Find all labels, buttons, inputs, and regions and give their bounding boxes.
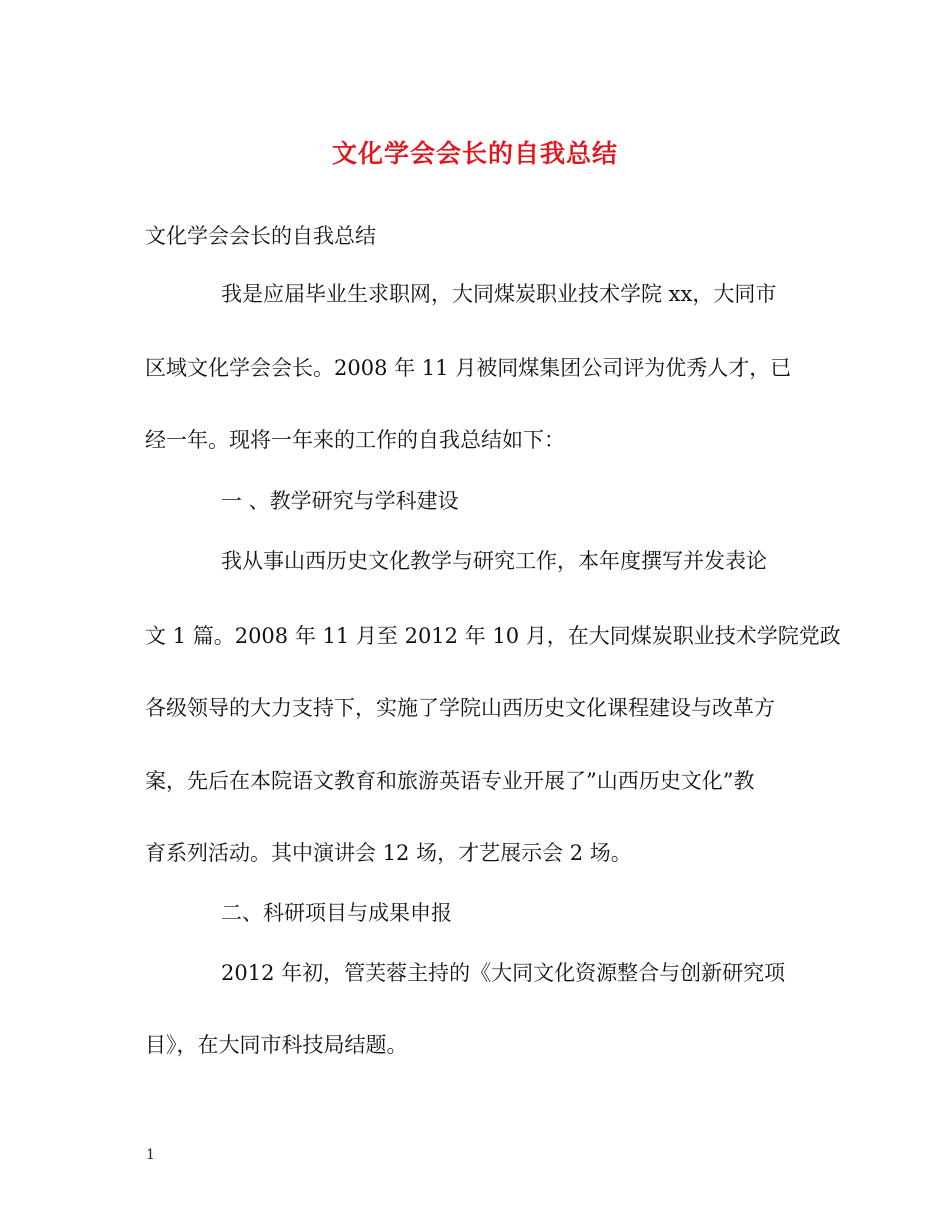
paragraph-line: 目》，在大同市科技局结题。	[145, 1033, 408, 1057]
page-number: 1	[146, 1147, 155, 1163]
paragraph-line: 文 1 篇。2008 年 11 月至 2012 年 10 月，在大同煤炭职业技术学院党政	[145, 624, 841, 648]
paragraph-line: 我从事山西历史文化教学与研究工作，本年度撰写并发表论	[221, 549, 767, 573]
document-title: 文化学会会长的自我总结	[331, 139, 618, 168]
paragraph-line: 2012 年初，管芙蓉主持的《大同文化资源整合与创新研究项	[221, 961, 786, 985]
document-subtitle: 文化学会会长的自我总结	[145, 224, 376, 248]
paragraph-line: 区域文化学会会长。2008 年 11 月被同煤集团公司评为优秀人才，已	[145, 356, 792, 380]
paragraph-line: 我是应届毕业生求职网，大同煤炭职业技术学院 xx，大同市	[221, 282, 777, 306]
paragraph-line: 经一年。现将一年来的工作的自我总结如下：	[145, 428, 565, 452]
section-heading-research: 二、科研项目与成果申报	[221, 901, 452, 925]
paragraph-line: 育系列活动。其中演讲会 12 场，才艺展示会 2 场。	[145, 841, 632, 865]
paragraph-line: 各级领导的大力支持下，实施了学院山西历史文化课程建设与改革方	[145, 696, 775, 720]
section-heading-teaching: 一 、教学研究与学科建设	[221, 489, 459, 513]
paragraph-line: 案，先后在本院语文教育和旅游英语专业开展了”山西历史文化”教	[145, 769, 755, 793]
